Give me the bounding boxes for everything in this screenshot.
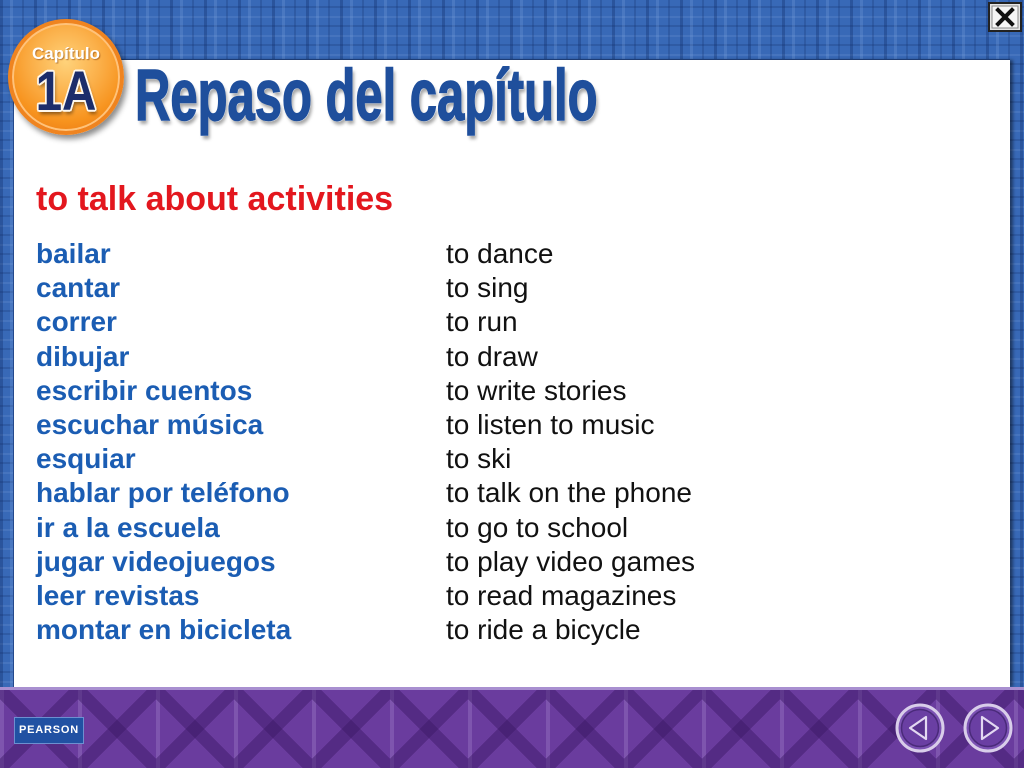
vocabulary-row (36, 271, 936, 305)
chapter-badge (8, 19, 124, 135)
chapter-number: 1A (35, 59, 97, 122)
content-panel (14, 56, 1010, 687)
vocabulary-row (36, 340, 936, 374)
vocabulary-row (36, 442, 936, 476)
next-button[interactable] (963, 703, 1013, 753)
spanish-term: cantar (36, 272, 121, 304)
vocabulary-row (36, 613, 936, 647)
english-translation: to play video games (446, 545, 696, 577)
pearson-logo: PEARSON (14, 717, 84, 744)
close-icon (988, 2, 1022, 32)
english-translation: to sing (446, 272, 529, 304)
arrow-left-icon (895, 703, 945, 753)
footer-bar (0, 687, 1024, 768)
english-translation: to write stories (446, 374, 627, 406)
page-title: Repaso del capítulo (135, 56, 598, 136)
english-translation: to run (446, 306, 518, 338)
vocabulary-row (36, 476, 936, 510)
english-translation: to listen to music (446, 408, 655, 440)
spanish-term: ir a la escuela (36, 511, 220, 543)
spanish-term: jugar videojuegos (36, 545, 276, 577)
english-translation: to ski (446, 443, 512, 475)
english-translation: to dance (446, 238, 554, 269)
vocabulary-row (36, 579, 936, 613)
english-translation: to go to school (446, 511, 629, 543)
section-heading: to talk about activities (36, 180, 394, 218)
vocabulary-row (36, 374, 936, 408)
english-translation: to read magazines (446, 579, 677, 611)
spanish-term: esquiar (36, 443, 136, 475)
spanish-term: escuchar música (36, 408, 264, 440)
vocabulary-row (36, 305, 936, 339)
english-translation: to draw (446, 340, 538, 372)
vocabulary-row (36, 511, 936, 545)
spanish-term: bailar (36, 238, 111, 269)
english-translation: to talk on the phone (446, 477, 692, 509)
vocabulary-row (36, 237, 936, 271)
english-translation: to ride a bicycle (446, 614, 641, 646)
previous-button[interactable] (895, 703, 945, 753)
chapter-badge-label: Capítulo (32, 44, 100, 63)
vocabulary-row (36, 408, 936, 442)
vocabulary-row (36, 545, 936, 579)
spanish-term: correr (36, 306, 117, 338)
spanish-term: leer revistas (36, 579, 200, 611)
arrow-right-icon (963, 703, 1013, 753)
spanish-term: escribir cuentos (36, 374, 253, 406)
spanish-term: hablar por teléfono (36, 477, 290, 509)
vocabulary-list (36, 237, 936, 647)
spanish-term: montar en bicicleta (36, 614, 292, 646)
close-button[interactable] (988, 2, 1022, 32)
spanish-term: dibujar (36, 340, 130, 372)
